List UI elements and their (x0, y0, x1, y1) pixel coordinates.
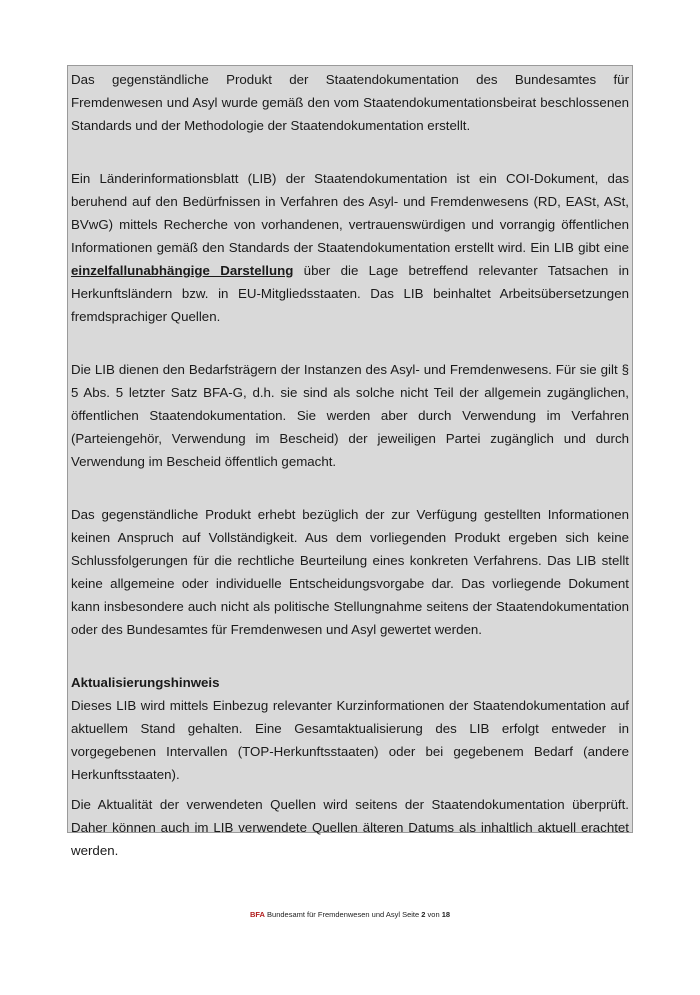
page-footer (0, 910, 700, 919)
bfa-logo: BFA (249, 910, 265, 919)
sources-paragraph: Die Aktualität der verwendeten Quellen wird seitens der Staatendokumentation überprüft. Daher können auch im LIB verwendete Quellen älteren Datums als inhaltlich aktuell erachtet werden. (71, 797, 629, 858)
lib-definition-paragraph (71, 167, 629, 328)
page-number: 2 (421, 910, 426, 919)
completeness-paragraph: Das gegenständliche Produkt erhebt bezüglich der zur Verfügung gestellten Informationen keinen Anspruch auf Vollständigkeit. Aus dem vorliegenden Produkt ergeben sich keine Schlussfolgerungen für die rechtliche Beurteilung eines konkreten Verfahrens. Das LIB stellt keine allgemeine oder individuelle Entscheidungsvorgabe dar. Das vorliegende Dokument kann insbesondere auch nicht als politische Stellungnahme seitens der Staatendokumentation oder des Bundesamtes für Fremdenwesen und Asyl gewertet werden. (71, 507, 629, 637)
lib-definition-text-b: über die Lage betreffend relevanter Tatsachen in Herkunftsländern bzw. in EU-Mitgliedsstaaten. Das LIB beinhaltet Arbeitsübersetzungen fremdsprachiger Quellen. (71, 263, 629, 324)
update-paragraph: Dieses LIB wird mittels Einbezug relevanter Kurzinformationen der Staatendokumentation auf aktuellem Stand gehalten. Eine Gesamtaktualisierung des LIB erfolgt entweder in vorgegebenen Intervallen (TOP-Herkunftsstaaten) oder bei gegebenem Bedarf (andere Herkunftsstaaten). (71, 698, 629, 782)
usage-paragraph: Die LIB dienen den Bedarfsträgern der Instanzen des Asyl- und Fremdenwesens. Für sie gilt § 5 Abs. 5 letzter Satz BFA-G, d.h. sie sind als solche nicht Teil der allgemein zugänglichen, öffentlichen Staatendokumentation. Sie werden aber durch Verwendung im Verfahren (Parteiengehör, Verwendung im Bescheid) der jeweiligen Partei zugänglich und durch Verwendung im Bescheid öffentlich gemacht. (71, 362, 629, 469)
emphasis-text: einzelfallunabhängige Darstellung (71, 263, 294, 278)
footer-of: von (425, 910, 442, 919)
page-total: 18 (441, 910, 451, 919)
disclaimer-box (67, 65, 633, 858)
footer-org: Bundesamt für Fremdenwesen und Asyl Seite (264, 910, 422, 919)
update-heading: Aktualisierungshinweis (71, 675, 220, 690)
lib-definition-text-a: Ein Länderinformationsblatt (LIB) der Staatendokumentation ist ein COI-Dokument, das beruhend auf den Bedürfnissen in Verfahren des Asyl- und Fremdenwesens (RD, EASt, ASt, BVwG) mittels Recherche von vorhandenen, vertrauenswürdigen und vorrangig öffentlichen Informationen gemäß den Standards der Staatendokumentation erstellt wird. Ein LIB gibt eine (71, 171, 629, 255)
intro-paragraph: Das gegenständliche Produkt der Staatendokumentation des Bundesamtes für Fremdenwesen und Asyl wurde gemäß den vom Staatendokumentationsbeirat beschlossenen Standards und der Methodologie der Staatendokumentation erstellt. (71, 72, 629, 133)
